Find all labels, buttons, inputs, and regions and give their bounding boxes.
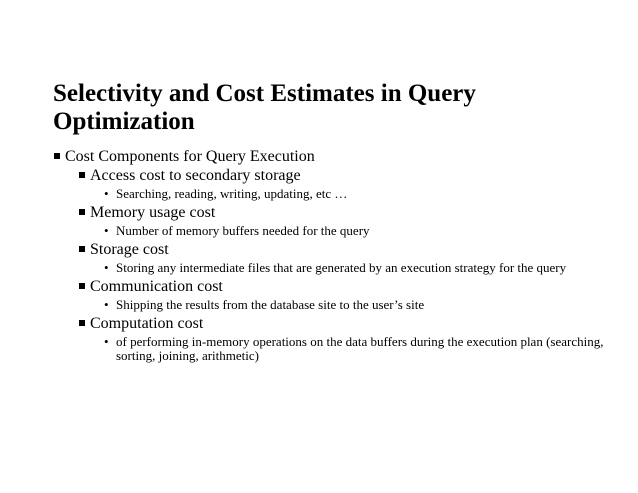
list-item-cost-components bbox=[53, 147, 613, 166]
round-bullet-icon: • bbox=[104, 334, 109, 349]
round-bullet-icon: • bbox=[104, 297, 109, 312]
square-bullet-icon bbox=[79, 246, 85, 252]
round-bullet-icon: • bbox=[104, 186, 109, 201]
list-item-communication-cost bbox=[53, 277, 613, 296]
list-item-text: Searching, reading, writing, updating, etc … bbox=[116, 186, 348, 201]
list-item-text: Number of memory buffers needed for the query bbox=[116, 223, 370, 238]
square-bullet-icon bbox=[79, 320, 85, 326]
square-bullet-icon bbox=[79, 209, 85, 215]
square-bullet-icon bbox=[54, 153, 60, 159]
slide-title: Selectivity and Cost Estimates in Query Optimization bbox=[53, 80, 476, 135]
list-item-communication-detail bbox=[53, 298, 613, 312]
list-item-text: Storage cost bbox=[90, 241, 169, 258]
list-item-text: Computation cost bbox=[90, 315, 204, 332]
list-item-computation-cost bbox=[53, 314, 613, 333]
list-item-text: Communication cost bbox=[90, 278, 223, 295]
list-item-text: Storing any intermediate files that are generated by an execution strategy for the query bbox=[116, 260, 567, 275]
list-item-computation-detail bbox=[53, 335, 613, 363]
list-item-memory-cost bbox=[53, 203, 613, 222]
bullet-list bbox=[53, 147, 613, 365]
round-bullet-icon: • bbox=[104, 260, 109, 275]
list-item-text: of performing in-memory operations on the data buffers during the execution plan (searching, sorting, joining, arithmetic) bbox=[116, 334, 604, 363]
list-item-storage-detail bbox=[53, 261, 613, 275]
list-item-storage-cost bbox=[53, 240, 613, 259]
list-item-text: Cost Components for Query Execution bbox=[65, 148, 315, 165]
list-item-text: Shipping the results from the database site to the user’s site bbox=[116, 297, 425, 312]
list-item-access-detail bbox=[53, 187, 613, 201]
square-bullet-icon bbox=[79, 172, 85, 178]
square-bullet-icon bbox=[79, 283, 85, 289]
round-bullet-icon: • bbox=[104, 223, 109, 238]
list-item-memory-detail bbox=[53, 224, 613, 238]
list-item-text: Access cost to secondary storage bbox=[90, 167, 301, 184]
list-item-text: Memory usage cost bbox=[90, 204, 216, 221]
list-item-access-cost bbox=[53, 166, 613, 185]
